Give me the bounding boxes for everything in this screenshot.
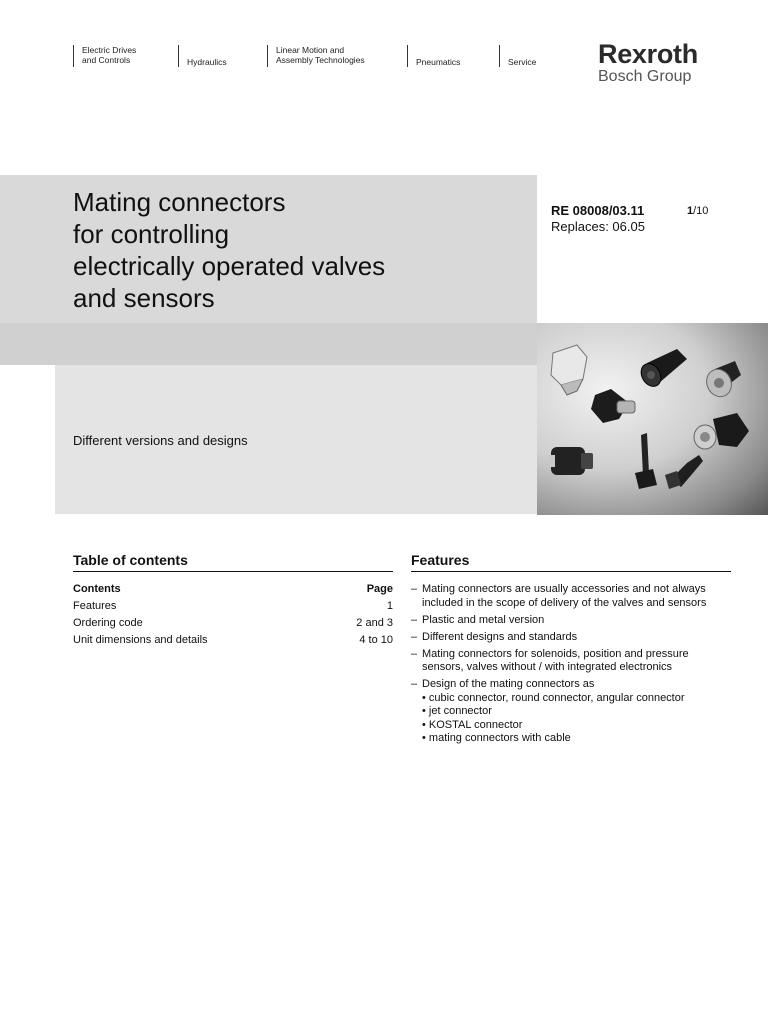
table-of-contents — [73, 583, 393, 651]
toc-row[interactable] — [73, 634, 393, 651]
page-current: 1 — [687, 205, 694, 217]
connectors-illustration — [537, 323, 768, 515]
toc-row-label: Ordering code — [73, 617, 143, 629]
title-line: Mating connectors — [73, 187, 286, 217]
nav-item-linear-motion[interactable] — [267, 45, 365, 67]
angular-connector-icon — [694, 413, 749, 449]
toc-row-page: 1 — [386, 600, 393, 612]
product-photo — [537, 323, 768, 515]
design-list-item: • cubic connector, round connector, angular connector — [422, 691, 685, 704]
toc-row-label: Unit dimensions and details — [73, 634, 208, 646]
logo-group: Bosch Group — [598, 68, 692, 85]
title-line: electrically operated valves — [73, 251, 386, 281]
nav-item-label: Service — [508, 57, 537, 67]
design-list-item: • KOSTAL connector — [422, 718, 523, 731]
hero-band-middle — [0, 323, 537, 365]
cubic-connector-white-icon — [551, 345, 587, 395]
rexroth-logo — [598, 40, 698, 86]
feature-text: Different designs and standards — [422, 630, 578, 643]
kostal-connector-icon — [665, 455, 703, 489]
toc-row-page: 4 to 10 — [359, 634, 393, 646]
feature-dash: – — [411, 613, 418, 626]
page-title — [73, 186, 513, 314]
page-total: /10 — [693, 205, 709, 217]
features-list — [411, 583, 733, 749]
cable-connector-icon — [635, 433, 657, 489]
page-number — [687, 205, 708, 217]
toc-heading: Table of contents — [73, 552, 393, 572]
round-connector-metal-icon — [702, 361, 741, 401]
nav-item-service[interactable] — [499, 45, 536, 67]
feature-dash: – — [411, 630, 418, 643]
logo-brand: Rexroth — [598, 39, 698, 69]
design-list-item: • jet connector — [422, 705, 492, 717]
feature-text: Mating connectors are usually accessories and not always included in the scope of delivery of the valves and sensors — [422, 583, 707, 609]
toc-col-page: Page — [366, 583, 393, 595]
feature-dash: – — [411, 583, 418, 595]
document-number: RE 08008/03.11 — [551, 203, 645, 218]
document-replaces: Replaces: 06.05 — [551, 219, 645, 234]
feature-item — [411, 614, 733, 628]
round-connector-black-icon — [637, 349, 687, 390]
nav-item-electric-drives[interactable] — [73, 45, 136, 67]
document-reference — [551, 203, 645, 235]
nav-item-label: Hydraulics — [187, 57, 227, 67]
nav-item-label: Pneumatics — [416, 57, 461, 67]
feature-text: Mating connectors for solenoids, position and pressure sensors, valves without / with integrated electronics — [422, 647, 689, 673]
cubic-connector-black-icon — [591, 389, 635, 423]
toc-row-page: 2 and 3 — [356, 617, 393, 629]
feature-item — [411, 648, 733, 675]
toc-row[interactable] — [73, 600, 393, 617]
toc-col-contents: Contents — [73, 583, 121, 595]
page-subtitle: Different versions and designs — [73, 433, 248, 448]
feature-item — [411, 583, 733, 610]
feature-text: Plastic and metal version — [422, 613, 545, 626]
feature-item — [411, 631, 733, 645]
feature-dash: – — [411, 647, 418, 660]
nav-item-label: Linear Motion and Assembly Technologies — [276, 45, 365, 65]
toc-row[interactable] — [73, 617, 393, 634]
toc-row-label: Features — [73, 600, 117, 612]
title-line: and sensors — [73, 283, 215, 313]
title-line: for controlling — [73, 219, 230, 249]
design-list-item: • mating connectors with cable — [422, 732, 571, 744]
nav-item-pneumatics[interactable] — [407, 45, 460, 67]
feature-item-designs — [411, 678, 733, 746]
feature-text: Design of the mating connectors as — [422, 678, 595, 690]
nav-item-hydraulics[interactable] — [178, 45, 227, 67]
nav-item-label: Electric Drives and Controls — [82, 45, 137, 65]
toc-header-row — [73, 583, 393, 600]
jet-connector-icon — [549, 447, 593, 475]
features-heading: Features — [411, 552, 731, 572]
feature-dash: – — [411, 678, 418, 690]
